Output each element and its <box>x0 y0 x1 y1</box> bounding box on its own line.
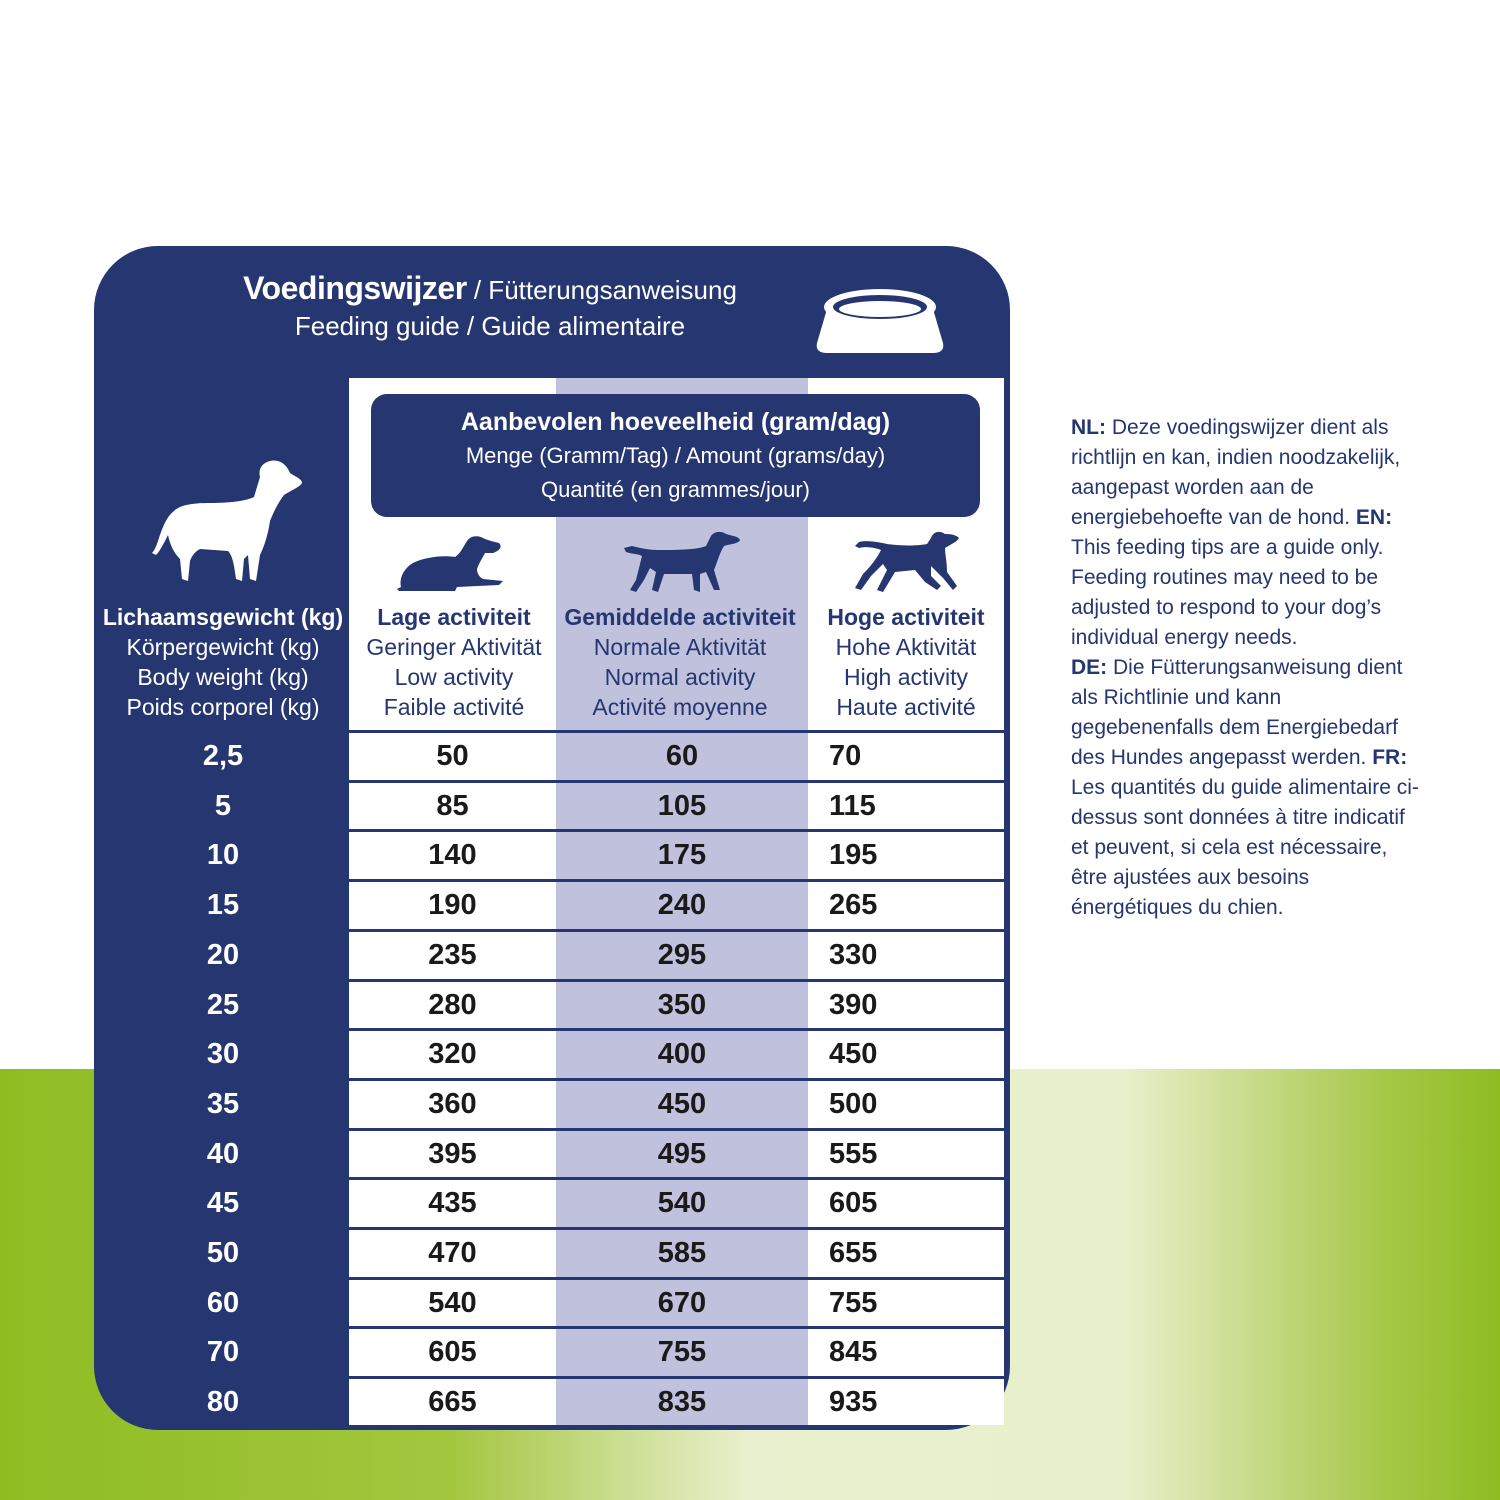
page-title <box>140 270 840 342</box>
normal-activity-cell: 450 <box>657 1087 707 1120</box>
row-divider <box>349 979 1004 982</box>
normal-activity-cell: 495 <box>657 1137 707 1170</box>
weight-cell: 5 <box>214 789 232 822</box>
amount-header-line1: Aanbevolen hoeveelheid (gram/dag) <box>460 408 891 436</box>
weight-cell: 20 <box>206 938 240 971</box>
high-activity-cell: 265 <box>829 889 878 922</box>
running-dog-icon <box>853 528 961 596</box>
table-row <box>94 1277 1010 1326</box>
high-activity-header <box>808 602 1004 722</box>
high-activity-cell: 500 <box>829 1087 878 1120</box>
high-activity-cell: 845 <box>829 1336 878 1369</box>
weight-cell: 2,5 <box>202 740 244 772</box>
normal-activity-nl: Gemiddelde activiteit <box>564 604 796 630</box>
row-divider <box>349 1078 1004 1081</box>
side-note-de-label: DE: <box>1071 656 1108 679</box>
low-activity-cell: 540 <box>428 1286 477 1319</box>
normal-activity-cell: 400 <box>657 1038 707 1071</box>
row-divider <box>349 1028 1004 1031</box>
normal-activity-cell: 670 <box>657 1286 707 1319</box>
normal-activity-cell: 105 <box>657 789 707 822</box>
low-activity-cell: 470 <box>428 1237 477 1269</box>
row-divider <box>349 1227 1004 1230</box>
dog-bowl-icon <box>815 283 945 355</box>
table-row <box>94 879 1010 928</box>
table-row <box>94 730 1010 779</box>
low-activity-cell: 665 <box>428 1386 477 1419</box>
body-weight-header <box>100 602 346 722</box>
row-divider <box>349 1177 1004 1180</box>
table-row <box>94 1326 1010 1375</box>
side-note-en-label: EN: <box>1355 506 1393 529</box>
low-activity-cell: 360 <box>428 1087 477 1120</box>
side-note <box>1071 413 1421 923</box>
normal-activity-cell: 835 <box>657 1386 707 1419</box>
side-note-en-text: This feeding tips are a guide only. Feeding routines may need to be adjusted to respond to your dog’s individual energy needs. <box>1071 536 1384 649</box>
title-rest: / Fütterungsanweisung <box>466 275 737 305</box>
low-activity-cell: 50 <box>436 740 469 772</box>
table-row <box>94 780 1010 829</box>
high-activity-cell: 605 <box>829 1187 878 1220</box>
row-divider <box>349 780 1004 783</box>
body-weight-header-en: Body weight (kg) <box>137 664 309 690</box>
weight-cell: 40 <box>206 1137 240 1170</box>
weight-cell: 60 <box>206 1286 240 1319</box>
normal-activity-de: Normale Aktivität <box>593 634 767 660</box>
table-row <box>94 1227 1010 1276</box>
high-activity-cell: 70 <box>829 740 862 772</box>
table-row <box>94 929 1010 978</box>
low-activity-cell: 280 <box>428 988 477 1021</box>
high-activity-de: Hohe Aktivität <box>835 634 977 660</box>
side-note-nl-text: Deze voedingswijzer dient als richtlijn en kan, indien noodzakelijk, aangepast worden aan de energiebehoefte van de hond. <box>1071 416 1401 529</box>
amount-header-line3: Quantité (en grammes/jour) <box>541 477 810 502</box>
row-divider <box>349 829 1004 832</box>
high-activity-cell: 555 <box>829 1137 878 1170</box>
high-activity-cell: 935 <box>829 1386 878 1419</box>
normal-activity-cell: 350 <box>657 988 707 1021</box>
weight-cell: 50 <box>206 1237 240 1269</box>
table-row <box>94 1177 1010 1226</box>
walking-dog-icon <box>622 528 742 593</box>
body-weight-header-de: Körpergewicht (kg) <box>126 634 320 660</box>
high-activity-cell: 390 <box>829 988 878 1021</box>
lying-dog-icon <box>395 533 510 593</box>
row-divider <box>349 929 1004 932</box>
row-divider <box>349 1277 1004 1280</box>
standing-dog-icon <box>150 455 305 585</box>
row-divider <box>349 730 1004 733</box>
table-row <box>94 1376 1010 1425</box>
table-row <box>94 1128 1010 1177</box>
title-main: Voedingswijzer <box>243 270 467 306</box>
row-divider <box>349 1376 1004 1379</box>
weight-cell: 15 <box>206 889 240 922</box>
normal-activity-en: Normal activity <box>604 664 756 690</box>
normal-activity-cell: 540 <box>657 1187 707 1220</box>
weight-cell: 10 <box>206 839 240 872</box>
normal-activity-cell: 175 <box>657 839 707 872</box>
low-activity-fr: Faible activité <box>383 694 525 720</box>
side-note-fr-text: Les quantités du guide alimentaire ci-dessus sont données à titre indicatif et peuvent, si cela est nécessaire, être ajustées aux besoins énergétiques du chien. <box>1071 776 1419 919</box>
weight-cell: 30 <box>206 1038 240 1071</box>
row-divider <box>349 879 1004 882</box>
normal-activity-cell: 60 <box>665 740 699 772</box>
normal-activity-fr: Activité moyenne <box>592 694 768 720</box>
weight-cell: 25 <box>206 988 240 1021</box>
table-row <box>94 1028 1010 1077</box>
low-activity-cell: 395 <box>428 1137 477 1170</box>
low-activity-de: Geringer Aktivität <box>366 634 542 660</box>
normal-activity-cell: 585 <box>657 1237 707 1269</box>
high-activity-cell: 655 <box>829 1237 878 1269</box>
low-activity-cell: 190 <box>428 889 477 922</box>
low-activity-cell: 235 <box>428 938 477 971</box>
high-activity-cell: 195 <box>829 839 878 872</box>
high-activity-cell: 330 <box>829 938 878 971</box>
normal-activity-cell: 755 <box>657 1336 707 1369</box>
high-activity-cell: 755 <box>829 1286 878 1319</box>
table-row <box>94 1078 1010 1127</box>
amount-header-box <box>371 394 980 517</box>
low-activity-en: Low activity <box>394 664 514 690</box>
high-activity-cell: 115 <box>829 789 876 822</box>
body-weight-header-nl: Lichaamsgewicht (kg) <box>102 604 344 630</box>
table-row <box>94 829 1010 878</box>
high-activity-cell: 450 <box>829 1038 878 1071</box>
weight-cell: 70 <box>206 1336 240 1369</box>
normal-activity-cell: 295 <box>657 938 707 971</box>
side-note-nl-label: NL: <box>1071 416 1106 439</box>
low-activity-cell: 85 <box>436 789 469 822</box>
weight-cell: 45 <box>206 1187 240 1220</box>
low-activity-header <box>352 602 556 722</box>
side-note-de-text: Die Fütterungsanweisung dient als Richtlinie und kann gegebenenfalls dem Energiebedarf des Hundes angepasst werden. <box>1071 656 1403 769</box>
low-activity-cell: 435 <box>428 1187 477 1220</box>
amount-header-line2: Menge (Gramm/Tag) / Amount (grams/day) <box>465 443 886 468</box>
weight-cell: 35 <box>206 1087 240 1120</box>
side-note-fr-label: FR: <box>1372 746 1408 769</box>
normal-activity-cell: 240 <box>657 889 707 922</box>
title-sub: Feeding guide / Guide alimentaire <box>294 311 686 341</box>
low-activity-cell: 140 <box>428 839 477 872</box>
high-activity-fr: Haute activité <box>836 694 976 720</box>
weight-cell: 80 <box>206 1386 240 1419</box>
table-row <box>94 979 1010 1028</box>
normal-activity-header <box>556 602 804 722</box>
low-activity-cell: 320 <box>428 1038 477 1071</box>
body-weight-header-fr: Poids corporel (kg) <box>126 694 320 720</box>
low-activity-nl: Lage activiteit <box>377 604 531 630</box>
row-divider <box>349 1128 1004 1131</box>
low-activity-cell: 605 <box>428 1336 477 1369</box>
row-divider <box>349 1326 1004 1329</box>
high-activity-en: High activity <box>844 664 968 690</box>
high-activity-nl: Hoge activiteit <box>827 604 985 630</box>
